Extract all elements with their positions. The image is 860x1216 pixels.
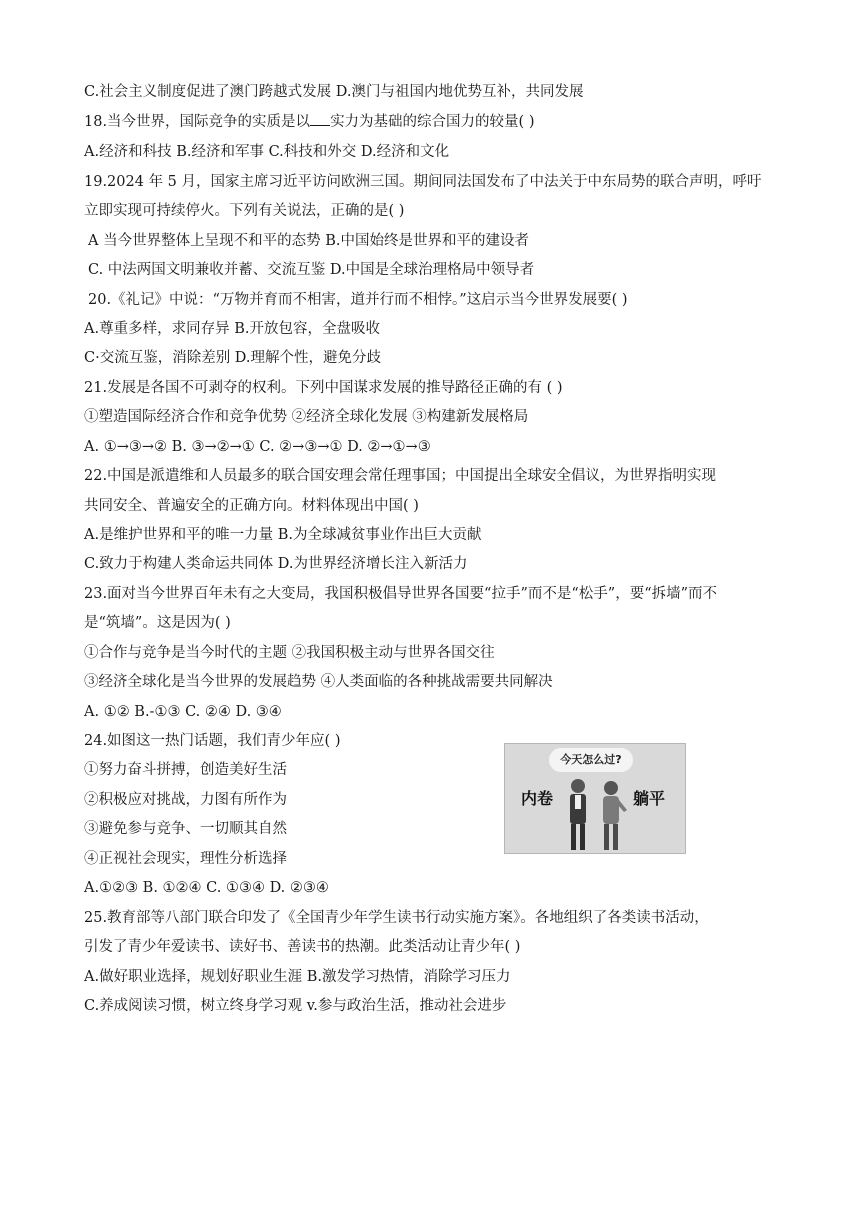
q23-stem-line1: 23.面对当今世界百年未有之大变局，我国积极倡导世界各国要“拉手”而不是“松手”，要“拆墙”而不 xyxy=(84,586,718,602)
q24-illustration xyxy=(504,743,686,854)
q23-options: A. ①② B.-①③ C. ②④ D. ③④ xyxy=(84,704,282,720)
illustration-right-label: 躺平 xyxy=(633,789,666,808)
two-people-icon xyxy=(561,770,631,853)
q19-options-ab: A 当今世界整体上呈现不和平的态势 B.中国始终是世界和平的建设者 xyxy=(88,233,529,249)
q23-items-12: ①合作与竞争是当今时代的主题 ②我国积极主动与世界各国交往 xyxy=(84,645,495,661)
q20-options-ab: A.尊重多样，求同存异 B.开放包容，全盘吸收 xyxy=(84,321,380,337)
q21-items: ①塑造国际经济合作和竞争优势 ②经济全球化发展 ③构建新发展格局 xyxy=(84,409,529,425)
q23-items-34: ③经济全球化是当今世界的发展趋势 ④人类面临的各种挑战需要共同解决 xyxy=(84,674,553,690)
q24-item-4: ④正视社会现实，理性分析选择 xyxy=(84,851,287,867)
q18-stem-part1: 18.当今世界，国际竞争的实质是以 xyxy=(84,114,311,130)
q17-options-cd: C.社会主义制度促进了澳门跨越式发展 D.澳门与祖国内地优势互补，共同发展 xyxy=(84,84,584,100)
q22-options-cd: C.致力于构建人类命运共同体 D.为世界经济增长注入新活力 xyxy=(84,556,468,572)
q20-stem: 20.《礼记》中说：“万物并育而不相害，道并行而不相悖。”这启示当今世界发展要( ) xyxy=(88,292,628,308)
q20-options-cd: C·交流互鉴，消除差别 D.理解个性，避免分歧 xyxy=(84,350,382,366)
q24-item-2: ②积极应对挑战，力图有所作为 xyxy=(84,792,287,808)
q24-stem: 24.如图这一热门话题，我们青少年应( ) xyxy=(84,733,341,749)
q22-stem-line2: 共同安全、普遍安全的正确方向。材料体现出中国( ) xyxy=(84,498,419,514)
q25-stem-line1: 25.教育部等八部门联合印发了《全国青少年学生读书行动实施方案》。各地组织了各类读书活动， xyxy=(84,910,709,926)
q25-stem-line2: 引发了青少年爱读书、读好书、善读书的热潮。此类活动让青少年( ) xyxy=(84,939,521,955)
q22-stem-line1: 22.中国是派遣维和人员最多的联合国安理会常任理事国；中国提出全球安全倡议，为世界指明实现 xyxy=(84,468,717,484)
q25-options-ab: A.做好职业选择，规划好职业生涯 B.激发学习热情，消除学习压力 xyxy=(84,969,511,985)
q25-options-cd: C.养成阅读习惯，树立终身学习观 v.参与政治生活，推动社会进步 xyxy=(84,998,507,1014)
q24-item-3: ③避免参与竞争、一切顺其自然 xyxy=(84,821,287,837)
q23-stem-line2: 是“筑墙”。这是因为( ) xyxy=(84,615,231,631)
q19-stem-line2: 立即实现可持续停火。下列有关说法，正确的是( ) xyxy=(84,203,405,219)
q18-blank xyxy=(310,113,330,126)
q18-stem-part2: 实力为基础的综合国力的较量( ) xyxy=(330,114,535,130)
q18-stem xyxy=(84,112,535,132)
q18-options: A.经济和科技 B.经济和军事 C.科技和外交 D.经济和文化 xyxy=(84,144,450,160)
q19-stem-line1: 19.2024 年 5 月，国家主席习近平访问欧洲三国。期间同法国发布了中法关于中东局势的联合声明，呼吁 xyxy=(84,174,762,190)
illustration-speech-bubble: 今天怎么过? xyxy=(549,748,633,772)
q24-options: A.①②③ B. ①②④ C. ①③④ D. ②③④ xyxy=(84,880,329,896)
q21-stem: 21.发展是各国不可剥夺的权利。下列中国谋求发展的推导路径正确的有 ( ) xyxy=(84,380,563,396)
illustration-left-label: 内卷 xyxy=(521,789,554,808)
q21-options: A. ①→③→② B. ③→②→① C. ②→③→① D. ②→①→③ xyxy=(84,439,431,455)
q22-options-ab: A.是维护世界和平的唯一力量 B.为全球减贫事业作出巨大贡献 xyxy=(84,527,482,543)
q24-item-1: ①努力奋斗拼搏，创造美好生活 xyxy=(84,762,287,778)
q19-options-cd: C. 中法两国文明兼收并蓄、交流互鉴 D.中国是全球治理格局中领导者 xyxy=(88,262,535,278)
